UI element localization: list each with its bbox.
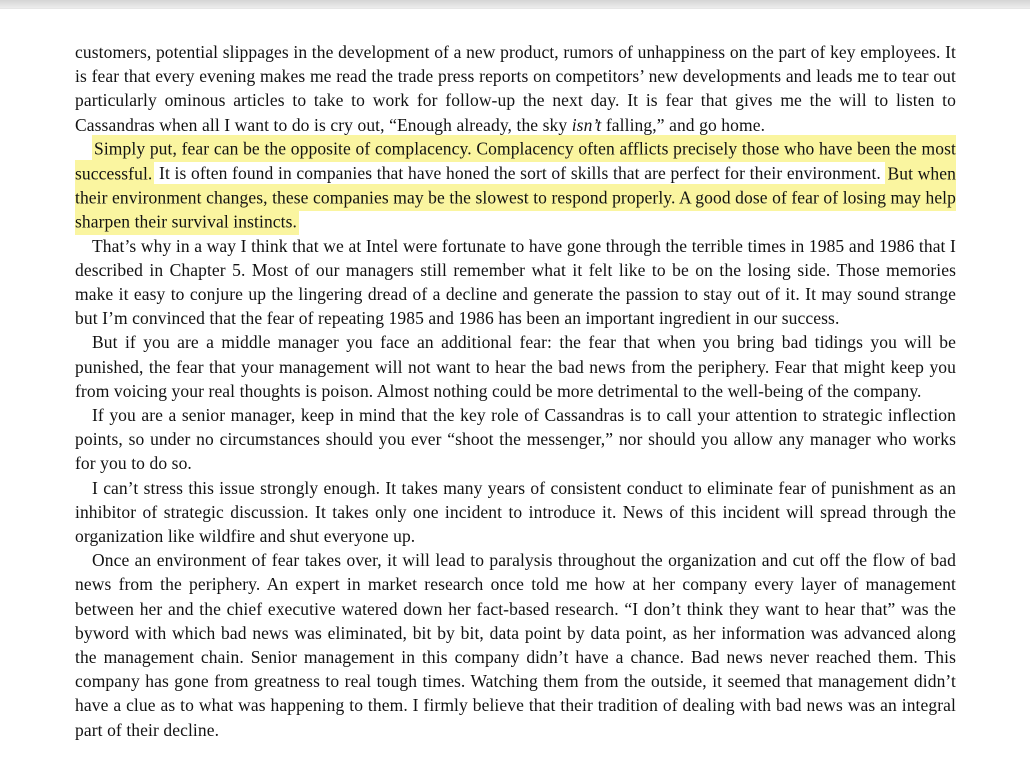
- body-text: I can’t stress this issue strongly enough. It takes many years of consistent conduct to eliminate fear of punishment as an inhibitor of strategic discussion. It takes only one incident to introduce it. News of this incident will spread through the organization like wildfire and shut everyone up.: [75, 477, 956, 547]
- body-text: Once an environment of fear takes over, it will lead to paralysis throughout the organization and cut off the flow of bad news from the periphery. An expert in market research once told me how at her company every layer of management between her and the chief executive watered down her fact-based research. “I don’t think they want to hear that” was the byword with which bad news was eliminated, bit by bit, data point by data point, as her information was advanced along the management chain. Senior management in this company didn’t have a chance. Bad news never reached them. This company has gone from greatness to real tough times. Watching them from the outside, it seemed that management didn’t have a clue as to what was happening to them. I firmly believe that their tradition of dealing with bad news was an integral part of their decline.: [75, 550, 956, 740]
- highlight-annotation[interactable]: But when their environment changes, these companies may be the slowest to respond properly. A good dose of fear of losing may help sharpen their survival instincts.: [75, 160, 956, 235]
- paragraph: [75, 403, 956, 476]
- paragraph: [75, 234, 956, 331]
- body-text: It is often found in companies that have honed the sort of skills that are perfect for their environment.: [154, 163, 886, 184]
- body-text: But if you are a middle manager you face an additional fear: the fear that when you bring bad tidings you will be punished, the fear that your management will not want to hear the bad news from the periphery. Fear that might keep you from voicing your real thoughts is poison. Almost nothing could be more detrimental to the well-being of the company.: [75, 332, 956, 401]
- highlight-annotation[interactable]: Simply put, fear can be the opposite of complacency. Complacency often afflicts precisely those who have been the most successful.: [75, 135, 956, 186]
- page-text: [75, 40, 956, 742]
- paragraph: [75, 476, 956, 549]
- body-text: That’s why in a way I think that we at Intel were fortunate to have gone through the terrible times in 1985 and 1986 that I described in Chapter 5. Most of our managers still remember what it felt like to be on the losing side. Those memories make it easy to conjure up the lingering dread of a decline and generate the passion to stay out of it. It may sound strange but I’m convinced that the fear of repeating 1985 and 1986 has been an important ingredient in our success.: [75, 235, 956, 329]
- body-text: falling,” and go home.: [601, 114, 766, 135]
- body-text: customers, potential slippages in the development of a new product, rumors of unhappiness on the part of key employees. It is fear that every evening makes me read the trade press reports on competitors’ new developments and leads me to tear out particularly ominous articles to take to work for follow-up the next day. It is fear that gives me the will to listen to Cassandras when all I want to do is cry out, “Enough already, the sky: [75, 42, 956, 135]
- window-chrome-edge: [0, 0, 1030, 9]
- paragraph: [75, 548, 956, 742]
- paragraph: [75, 137, 956, 234]
- paragraph: [75, 40, 956, 137]
- italic-text: isn’t: [571, 114, 602, 135]
- paragraph: [75, 330, 956, 403]
- body-text: If you are a senior manager, keep in mind that the key role of Cassandras is to call your attention to strategic inflection points, so under no circumstances should you ever “shoot the messenger,” nor should you allow any manager who works for you to do so.: [75, 405, 956, 474]
